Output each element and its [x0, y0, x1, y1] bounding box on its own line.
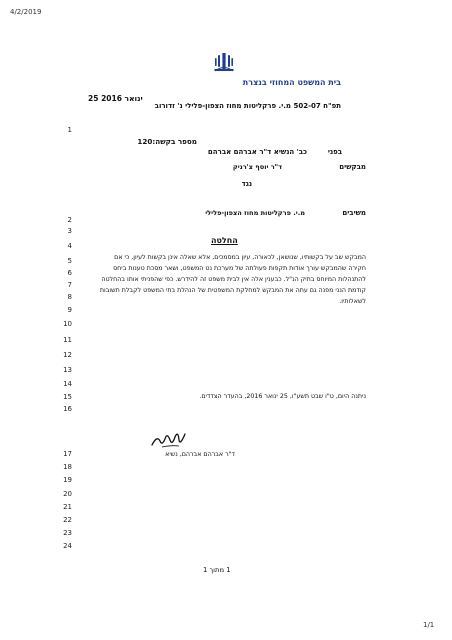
- respondents-label: משיבים: [342, 209, 366, 217]
- request-number: מספר בקשה:120: [137, 137, 197, 146]
- page-of: 1 מתוך 1: [203, 566, 231, 574]
- state-emblem-icon: [212, 49, 236, 73]
- before-label: בפני: [327, 148, 342, 156]
- line-number: 4: [67, 242, 72, 250]
- line-number: 16: [63, 405, 72, 413]
- decision-line: להתנהלות המיוחס בתיק הנ"ל. כבענין אלה אין לבית משפט זה להידרש. כפי שהפניתי אותו בהחלטה: [101, 276, 366, 283]
- case-title: תפ"ח 502-07 מ.י. פרקליטות מחוז הצפון-פלילי נ' זדורוב: [154, 102, 341, 110]
- line-number: 9: [67, 306, 72, 314]
- decision-line: חקירה שהמבקש עורך אודות תקפות פעולתה של מערכת נט המשפט, ושאר מסכת טענות ביחס: [113, 265, 366, 272]
- court-name: בית המשפט המחוזי בנצרת: [242, 78, 341, 87]
- appellants-label: מבקשים: [339, 163, 366, 171]
- decision-title: החלטה: [211, 236, 238, 245]
- line-number: 8: [67, 293, 72, 301]
- appellant-name: ד"ר יוסף צ'רניק: [232, 163, 282, 171]
- line-number: 6: [67, 269, 72, 277]
- line-number: 1: [67, 126, 72, 134]
- given-date-line: ניתנה היום, ט"ו שבט תשע"ו, 25 ינואר 2016, בהעדר הצדדים.: [199, 393, 366, 400]
- page-count: 1/1: [423, 621, 435, 629]
- line-number: 24: [63, 542, 72, 550]
- signer-name: ד"ר אברהם אברהם, נשיא: [165, 451, 235, 458]
- decision-line: לשאלותיו.: [339, 298, 366, 305]
- decision-line: המבקש שב על בקשותיו, שנושאן, לכאורה, עיון במסמכים, אלא שאלה אינן בקשות לעיון, כי אם: [114, 254, 366, 261]
- versus-label: נגד: [241, 180, 252, 188]
- line-number: 22: [63, 516, 72, 524]
- line-number: 12: [63, 351, 72, 359]
- line-number: 3: [67, 227, 72, 235]
- line-number: 2: [67, 216, 72, 224]
- line-number: 7: [67, 281, 72, 289]
- print-date: 4/2/2019: [10, 8, 42, 16]
- line-number: 17: [63, 450, 72, 458]
- signature: [148, 428, 188, 450]
- line-number: 21: [63, 503, 72, 511]
- line-number: 23: [63, 529, 72, 537]
- line-number: 11: [63, 336, 72, 344]
- line-number: 5: [67, 257, 72, 265]
- line-number: 13: [63, 366, 72, 374]
- judge-name: כב' הנשיא ד"ר אברהם אברהם: [207, 148, 307, 156]
- respondent-name: מ.י. פרקליטות מחוז הצפון-פלילי: [205, 209, 305, 217]
- line-number: 15: [63, 393, 72, 401]
- decision-line: קודמת הנני מפנה גם עתה את המבקש למחלקת המשפטית של הנהלת בתי המשפט לקבלת תשובות: [99, 287, 366, 294]
- line-number: 20: [63, 490, 72, 498]
- document-date: 25 ינואר 2016: [88, 94, 143, 103]
- line-number: 10: [63, 320, 72, 328]
- decision-body: [67, 252, 366, 307]
- line-number: 18: [63, 463, 72, 471]
- line-number: 19: [63, 476, 72, 484]
- line-number: 14: [63, 380, 72, 388]
